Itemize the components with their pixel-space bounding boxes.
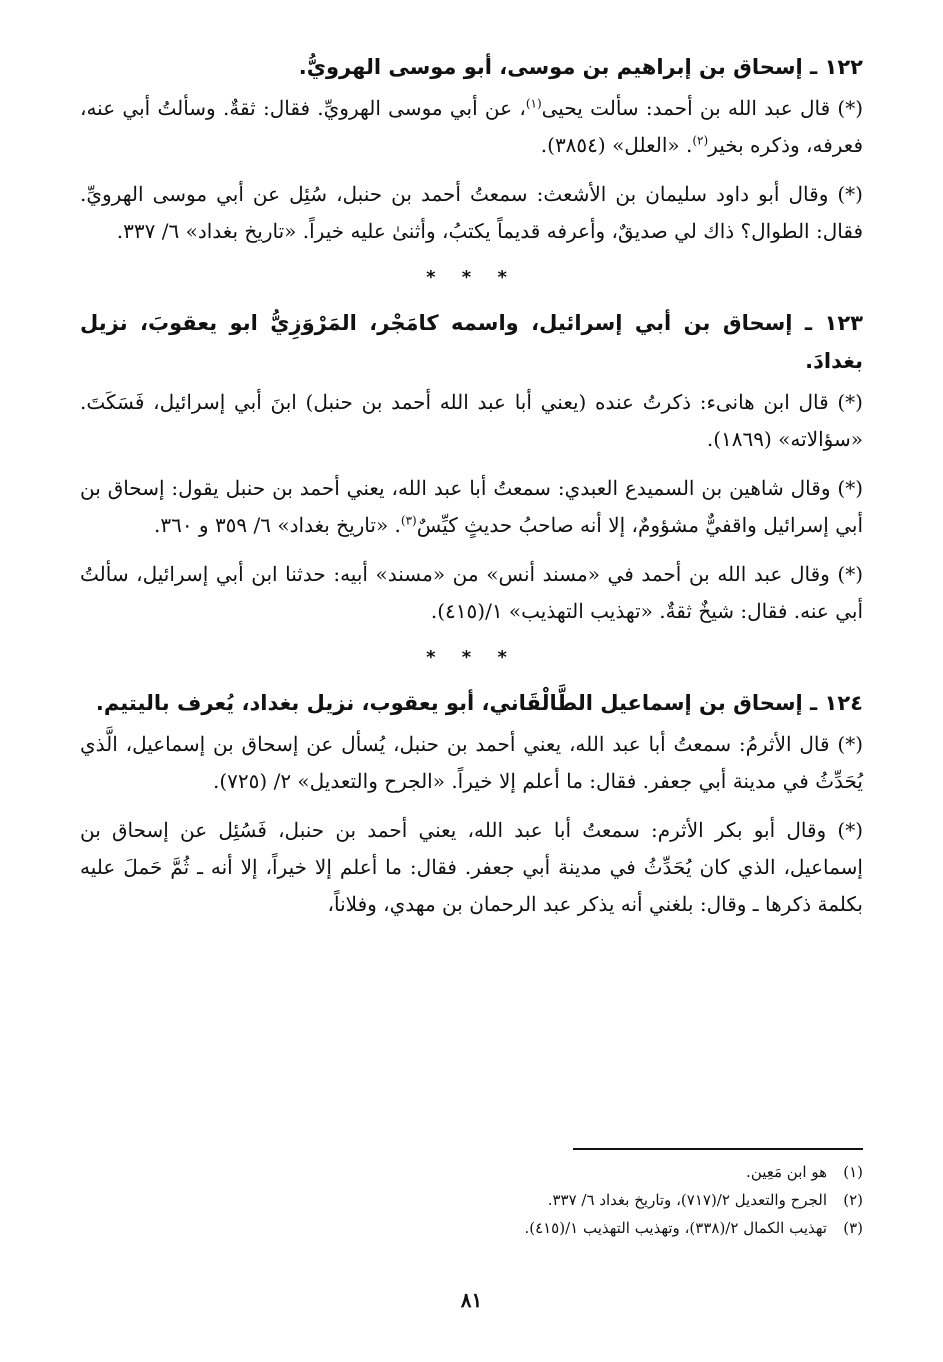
- footnotes: [80, 1158, 863, 1242]
- entry-124-title: ١٢٤ ـ إسحاق بن إسماعيل الطَّالْقَاني، أبو يعقوب، نزيل بغداد، يُعرف باليتيم.: [95, 691, 863, 715]
- book-page: [80, 40, 863, 1330]
- page-number: ٨١: [460, 1288, 483, 1312]
- footnote-number: (١): [843, 1163, 863, 1181]
- entry-122-p1-text-b: ، عن أبي موسى الهرويِّ. فقال: ثقةٌ. وسألتُ أبي عنه، فعرفه، وذكره بخير: [80, 96, 863, 157]
- entry-124-paragraph-1: (*) قال الأثرمُ: سمعتُ أبا عبد الله، يعني أحمد بن حنبل، يُسأل عن إسحاق بن إسماعيل، الَّذي يُحَدِّثُ في مدينة أبي جعفر. فقال: ما أعلم إلا خيراً. «الجرح والتعديل» ٢/ (٧٢٥).: [80, 732, 863, 793]
- entry-122-title: ١٢٢ ـ إسحاق بن إبراهيم بن موسى، أبو موسى الهرويُّ.: [298, 55, 863, 79]
- footnote-text: هو ابن مَعِين.: [746, 1163, 827, 1181]
- entry-122-paragraph-2: (*) وقال أبو داود سليمان بن الأشعث: سمعتُ أحمد بن حنبل، سُئِل عن أبي موسى الهرويِّ. فقال: الطوال؟ ذاك لي صديقٌ، وأعرفه قديماً يكتبُ، وأثنىٰ عليه خيراً. «تاريخ بغداد» ٦/ ٣٣٧.: [80, 182, 863, 243]
- footnote-3: [80, 1214, 863, 1242]
- entry-123-paragraph-2: [80, 470, 863, 544]
- footnote-2: [80, 1186, 863, 1214]
- footnote-number: (٢): [843, 1191, 863, 1209]
- footnote-text: تهذيب الكمال ٢/(٣٣٨)، وتهذيب التهذيب ١/(٤١٥).: [524, 1219, 827, 1237]
- entry-124-paragraph-2: (*) وقال أبو بكر الأثرم: سمعتُ أبا عبد الله، يعني أحمد بن حنبل، فَسُئِل عن إسحاق بن إسماعيل، الذي كان يُحَدِّثُ في مدينة أبي جعفر. فقال: ما أعلم إلا خيراً، إلا أنه ـ ثُمَّ حَملَ عليه بكلمة ذكرها ـ وقال: بلغني أنه يذكر عبد الرحمان بن مهدي، وفلاناً،: [80, 818, 863, 916]
- entry-123-p2-text-b: . «تاريخ بغداد» ٦/ ٣٥٩ و ٣٦٠.: [153, 513, 401, 537]
- entry-123-paragraph-1: (*) قال ابن هانىء: ذكرتُ عنده (يعني أبا عبد الله أحمد بن حنبل) ابنَ أبي إسرائيل، فَسَكَتَ. «سؤالاته» (١٨٦٩).: [80, 390, 863, 451]
- entry-123-title: ١٢٣ ـ إسحاق بن أبي إسرائيل، واسمه كامَجْر، المَرْوَزِيُّ ابو يعقوبَ، نزيل بغدادَ.: [80, 311, 863, 373]
- footnote-ref-3: (٣): [400, 513, 417, 528]
- footnote-1: [80, 1158, 863, 1186]
- section-separator-1: * * *: [426, 267, 517, 288]
- entry-123-paragraph-3: (*) وقال عبد الله بن أحمد في «مسند أنس» من «مسند» أبيه: حدثنا ابن أبي إسرائيل، سألتُ أبي عنه. فقال: شيخٌ ثقةٌ. «تهذيب التهذيب» ١/(٤١٥).: [80, 562, 863, 623]
- footnote-ref-1: (١): [525, 96, 542, 111]
- footnote-ref-2: (٢): [692, 133, 709, 148]
- entry-123-p2-text-a: (*) وقال شاهين بن السميدع العبدي: سمعتُ أبا عبد الله، يعني أحمد بن حنبل يقول: إسحاق بن أبي إسرائيل واقفيٌّ مشؤومٌ، إلا أنه صاحبُ حديثٍ كيِّسٌ: [80, 476, 863, 537]
- section-separator-2: * * *: [426, 647, 517, 668]
- entry-122-paragraph-1: [80, 90, 863, 164]
- entry-122-p1-text-c: . «العلل» (٣٨٥٤).: [540, 133, 693, 157]
- footnote-text: الجرح والتعديل ٢/(٧١٧)، وتاريخ بغداد ٦/ ٣٣٧.: [547, 1191, 827, 1209]
- footnote-number: (٣): [843, 1219, 863, 1237]
- footnote-divider: [573, 1148, 863, 1150]
- entry-122-p1-text-a: (*) قال عبد الله بن أحمد: سألت يحيى: [541, 96, 864, 120]
